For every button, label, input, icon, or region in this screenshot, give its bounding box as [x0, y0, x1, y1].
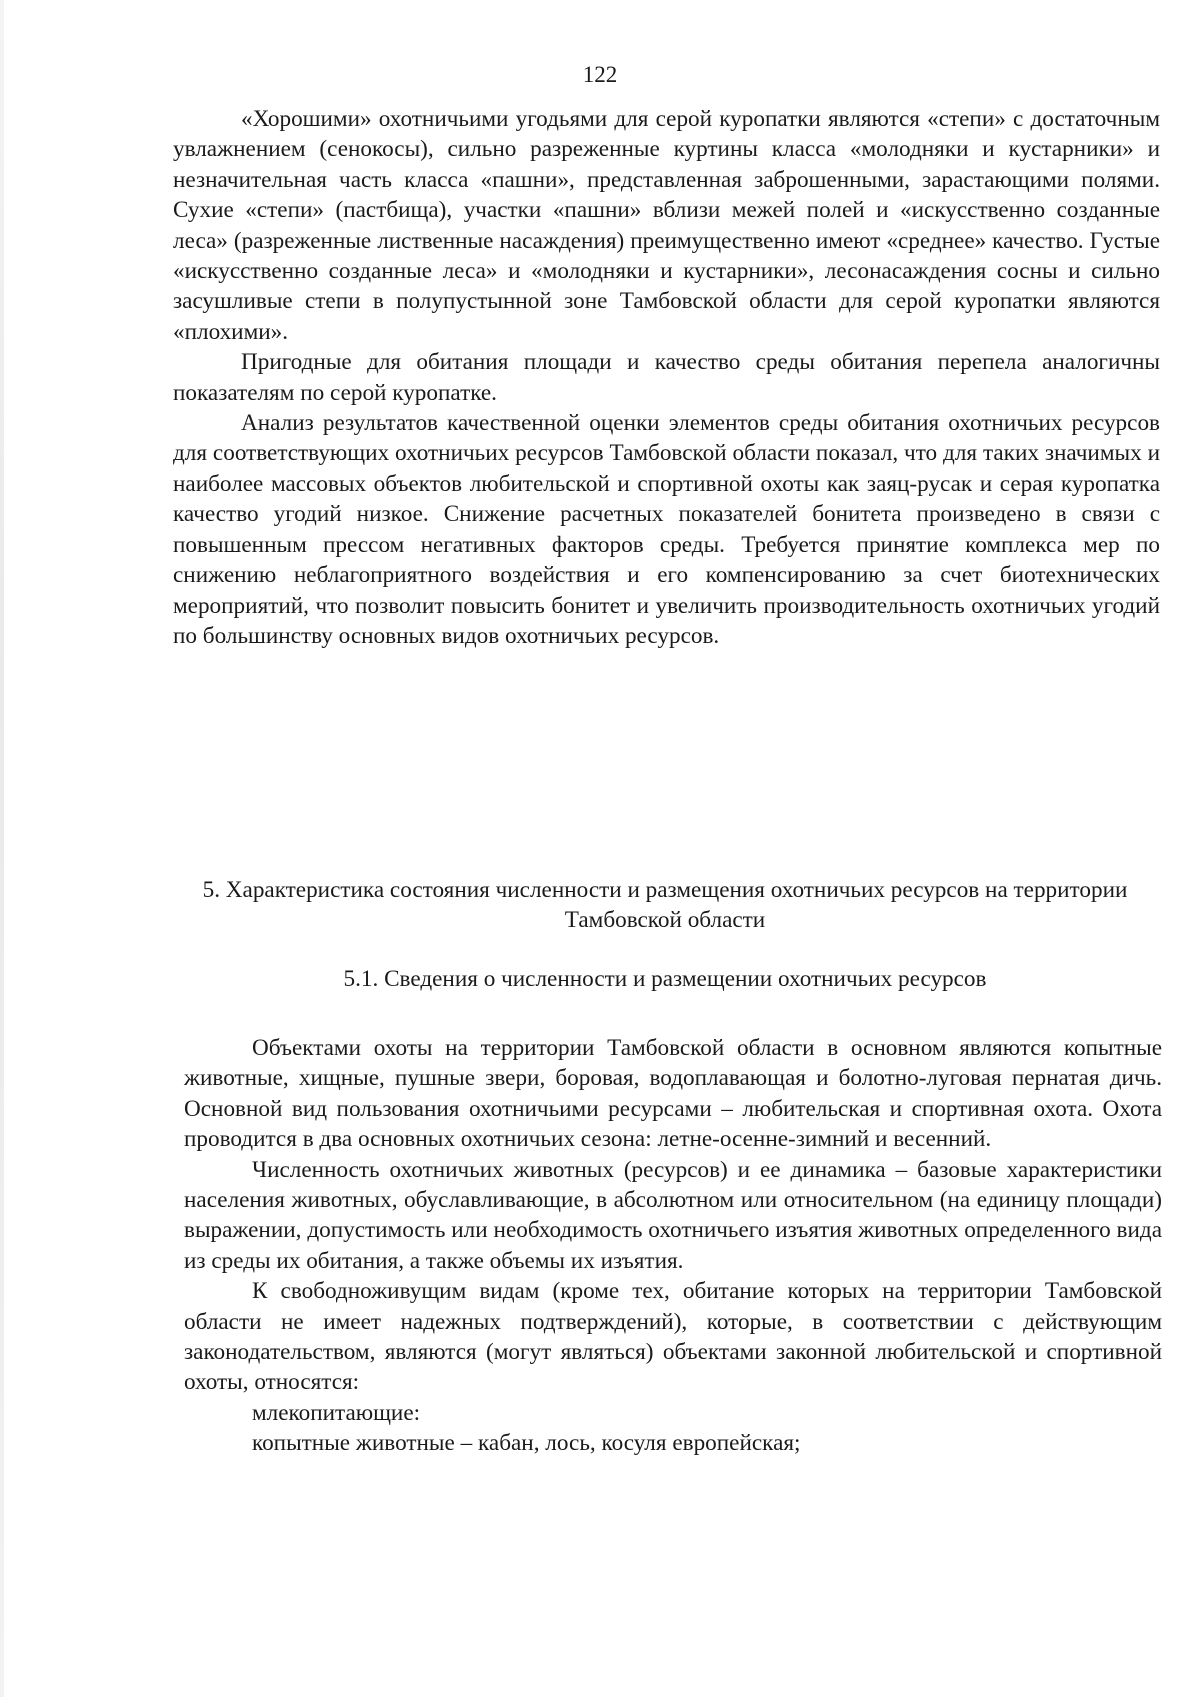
text-block-top — [173, 104, 1160, 651]
paragraph-free-living-species: К свободноживущим видам (кроме тех, обитание которых на территории Тамбовской области не имеет надежных подтверждений), которые, в соответствии с действующим законодательством, являются (могут являться) объектами законной любительской и спортивной охоты, относятся: — [184, 1278, 1162, 1396]
paragraph-partridge-habitat: «Хорошими» охотничьими угодьями для серой куропатки являются «степи» с достаточным увлажнением (сенокосы), сильно разреженные куртины класса «молодняки и кустарники» и незначительная часть класса «пашни», представленная заброшенными, зарастающими полями. Сухие «степи» (пастбища), участки «пашни» вблизи межей полей и «искусственно созданные леса» (разреженные лиственные насаждения) преимущественно имеют «среднее» качество. Густые «искусственно созданные леса» и «молодняки и кустарники», лесонасаждения сосны и сильно засушливые степи в полупустынной зоне Тамбовской области для серой куропатки являются «плохими». — [173, 106, 1160, 345]
subsection-heading: 5.1. Сведения о численности и размещении охотничьих ресурсов — [343, 966, 987, 992]
paragraph-population-dynamics: Численность охотничьих животных (ресурсов) и ее динамика – базовые характеристики населения животных, обуславливающие, в абсолютном или относительном (на единицу площади) выражении, допустимость или необходимость охотничьего изъятия животных определенного вида из среды их обитания, а также объемы их изъятия. — [184, 1156, 1162, 1274]
paragraph-hunting-objects: Объектами охоты на территории Тамбовской области в основном являются копытные животные, хищные, пушные звери, боровая, водоплавающая и болотно-луговая пернатая дичь. Основной вид пользования охотничьими ресурсами – любительская и спортивная охота. Охота проводится в два основных охотничьих сезона: летне-осенне-зимний и весенний. — [184, 1035, 1162, 1153]
section-heading: 5. Характеристика состояния численности и размещения охотничьих ресурсов на территории Тамбовской области — [202, 877, 1128, 934]
list-line-ungulates: копытные животные – кабан, лось, косуля европейская; — [252, 1430, 801, 1457]
page-number: 122 — [582, 62, 618, 87]
paragraph-analysis: Анализ результатов качественной оценки элементов среды обитания охотничьих ресурсов для соответствующих охотничьих ресурсов Тамбовской области показал, что для таких значимых и наиболее массовых объектов любительской и спортивной охоты как заяц-русак и серая куропатка качество угодий низкое. Снижение расчетных показателей бонитета произведено в связи с повышенным прессом негативных факторов среды. Требуется принятие комплекса мер по снижению неблагоприятного воздействия и его компенсированию за счет биотехнических мероприятий, что позволит повысить бонитет и увеличить производительность охотничьих угодий по большинству основных видов охотничьих ресурсов. — [173, 410, 1160, 649]
paragraph-quail-habitat: Пригодные для обитания площади и качество среды обитания перепела аналогичны показателям по серой куропатке. — [173, 349, 1160, 406]
list-line-mammals: млекопитающие: — [252, 1399, 421, 1426]
scan-edge — [0, 0, 4, 1697]
text-block-bottom — [184, 1033, 1162, 1459]
